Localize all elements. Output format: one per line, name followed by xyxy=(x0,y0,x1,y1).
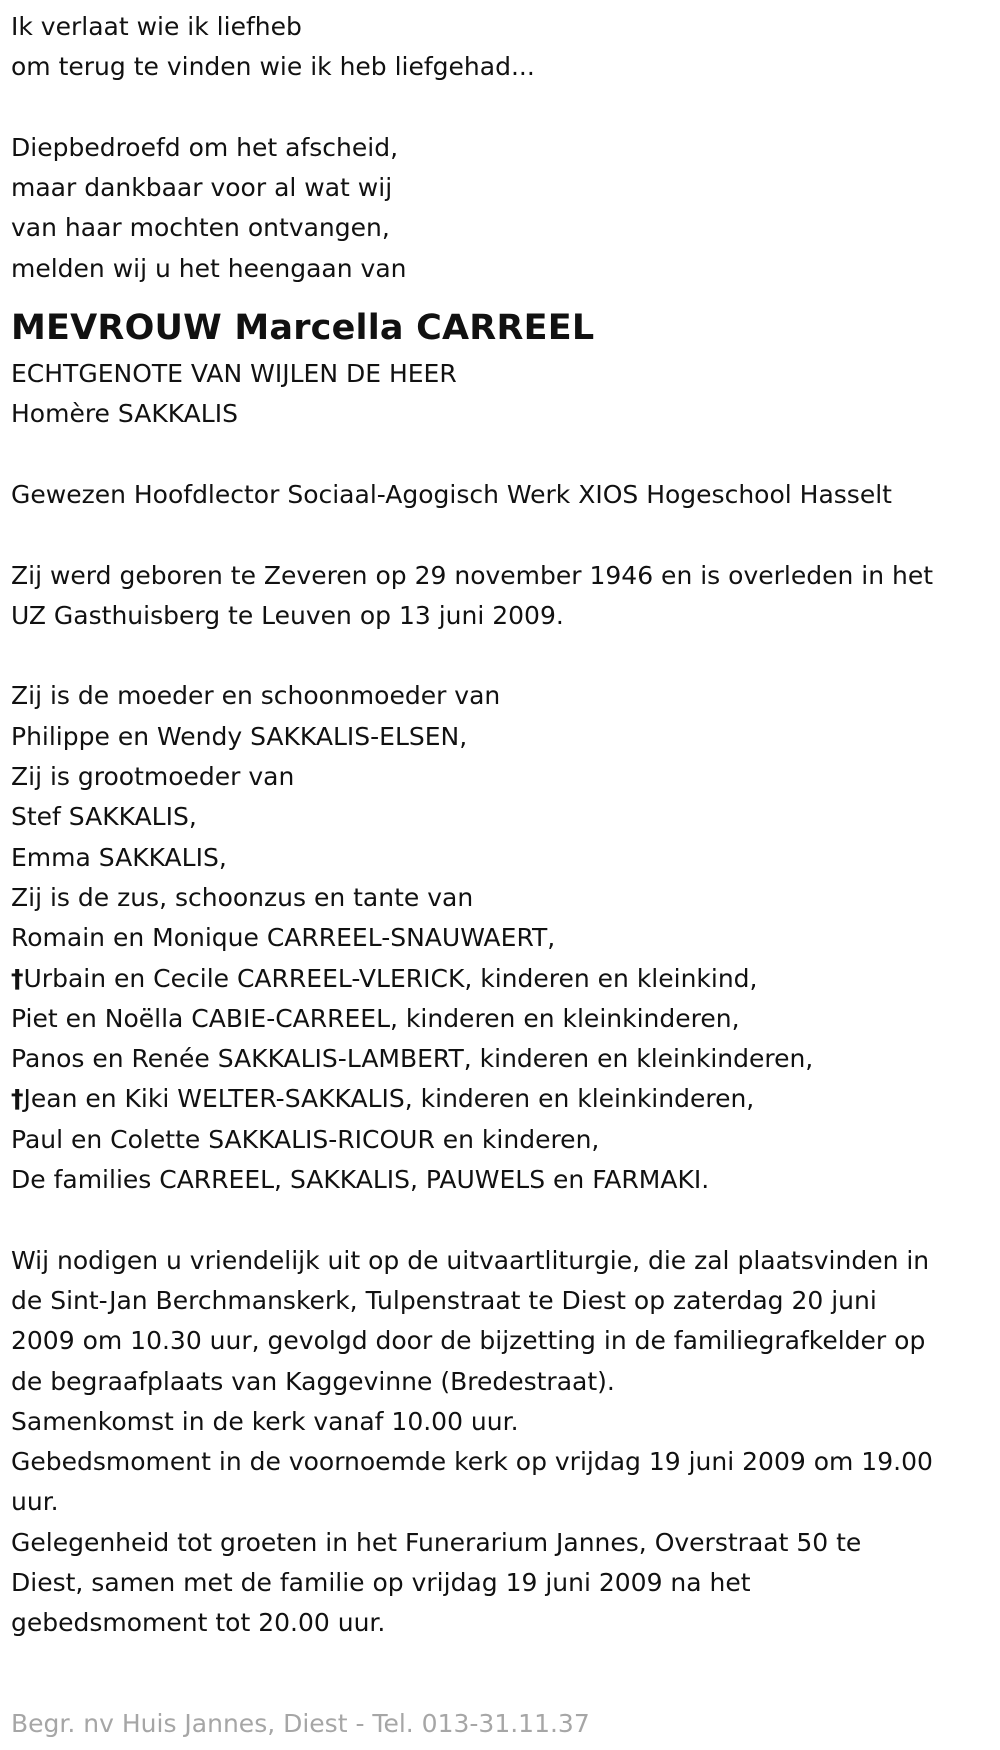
announcement-line: Diepbedroefd om het afscheid, xyxy=(11,132,399,162)
sibling xyxy=(11,1120,1000,1160)
ceremony-line: Wij nodigen u vriendelijk uit op de uitvaartliturgie, die zal plaatsvinden in xyxy=(11,1245,930,1275)
spacer xyxy=(11,88,1000,128)
sibling-text: Paul en Colette SAKKALIS-RICOUR en kinderen, xyxy=(11,1124,600,1154)
intro-line: om terug te vinden wie ik heb liefgehad... xyxy=(11,52,535,82)
birth-death-line: UZ Gasthuisberg te Leuven op 13 juni 2009. xyxy=(11,600,564,630)
sister-intro: Zij is de zus, schoonzus en tante van xyxy=(11,882,474,912)
spouse-line: ECHTGENOTE VAN WIJLEN DE HEER xyxy=(11,359,457,389)
announcement-line: melden wij u het heengaan van xyxy=(11,253,407,283)
sibling xyxy=(11,959,1000,999)
sibling-text: Panos en Renée SAKKALIS-LAMBERT, kinderen en kleinkinderen, xyxy=(11,1044,814,1074)
cross-icon: † xyxy=(11,1084,24,1114)
ceremony-line: Gebedsmoment in de voornoemde kerk op vrijdag 19 juni 2009 om 19.00 xyxy=(11,1447,933,1477)
grandchild: Emma SAKKALIS, xyxy=(11,842,227,872)
ceremony-line: Gelegenheid tot groeten in het Funerarium Jannes, Overstraat 50 te xyxy=(11,1527,862,1557)
spacer xyxy=(11,636,1000,676)
spacer xyxy=(11,515,1000,555)
funeral-director-footer: Begr. nv Huis Jannes, Diest - Tel. 013-31.11.37 xyxy=(11,1709,590,1738)
sibling xyxy=(11,918,1000,958)
intro-line: Ik verlaat wie ik liefheb xyxy=(11,12,302,41)
grandmother-intro: Zij is grootmoeder van xyxy=(11,762,295,792)
intro-quote xyxy=(11,7,1000,88)
ceremony-line: Diest, samen met de familie op vrijdag 19 juni 2009 na het xyxy=(11,1567,751,1597)
deceased-name: MEVROUW Marcella CARREEL xyxy=(11,308,595,349)
ceremony-line: Samenkomst in de kerk vanaf 10.00 uur. xyxy=(11,1406,519,1436)
announcement-line: van haar mochten ontvangen, xyxy=(11,213,390,243)
ceremony-line: de begraafplaats van Kaggevinne (Bredestraat). xyxy=(11,1366,615,1396)
ceremony-info xyxy=(11,1241,1000,1644)
mother-intro: Zij is de moeder en schoonmoeder van xyxy=(11,681,501,711)
sibling xyxy=(11,1039,1000,1079)
spouse-name: Homère SAKKALIS xyxy=(11,399,238,429)
children: Philippe en Wendy SAKKALIS-ELSEN, xyxy=(11,721,468,751)
profession: Gewezen Hoofdlector Sociaal-Agogisch Werk XIOS Hogeschool Hasselt xyxy=(11,479,892,509)
sibling xyxy=(11,999,1000,1039)
ceremony-line: de Sint-Jan Berchmanskerk, Tulpenstraat te Diest op zaterdag 20 juni xyxy=(11,1285,877,1315)
sibling-text: Romain en Monique CARREEL-SNAUWAERT, xyxy=(11,923,556,953)
family-list xyxy=(11,676,1000,1200)
birth-death-line: Zij werd geboren te Zeveren op 29 november 1946 en is overleden in het xyxy=(11,560,934,590)
sibling-text: Urbain en Cecile CARREEL-VLERICK, kinderen en kleinkind, xyxy=(23,963,758,993)
spacer xyxy=(11,1200,1000,1240)
announcement-line: maar dankbaar voor al wat wij xyxy=(11,173,393,203)
ceremony-line: gebedsmoment tot 20.00 uur. xyxy=(11,1608,386,1638)
cross-icon: † xyxy=(11,963,24,993)
sibling-text: Piet en Noëlla CABIE-CARREEL, kinderen en kleinkinderen, xyxy=(11,1003,740,1033)
announcement xyxy=(11,128,1000,289)
ceremony-line: uur. xyxy=(11,1487,59,1517)
sibling-text: Jean en Kiki WELTER-SAKKALIS, kinderen en kleinkinderen, xyxy=(23,1084,755,1114)
families: De families CARREEL, SAKKALIS, PAUWELS en FARMAKI. xyxy=(11,1165,710,1195)
birth-death-info xyxy=(11,556,1000,637)
ceremony-line: 2009 om 10.30 uur, gevolgd door de bijzetting in de familiegrafkelder op xyxy=(11,1326,926,1356)
sibling xyxy=(11,1079,1000,1119)
grandchild: Stef SAKKALIS, xyxy=(11,802,197,832)
spacer xyxy=(11,435,1000,475)
